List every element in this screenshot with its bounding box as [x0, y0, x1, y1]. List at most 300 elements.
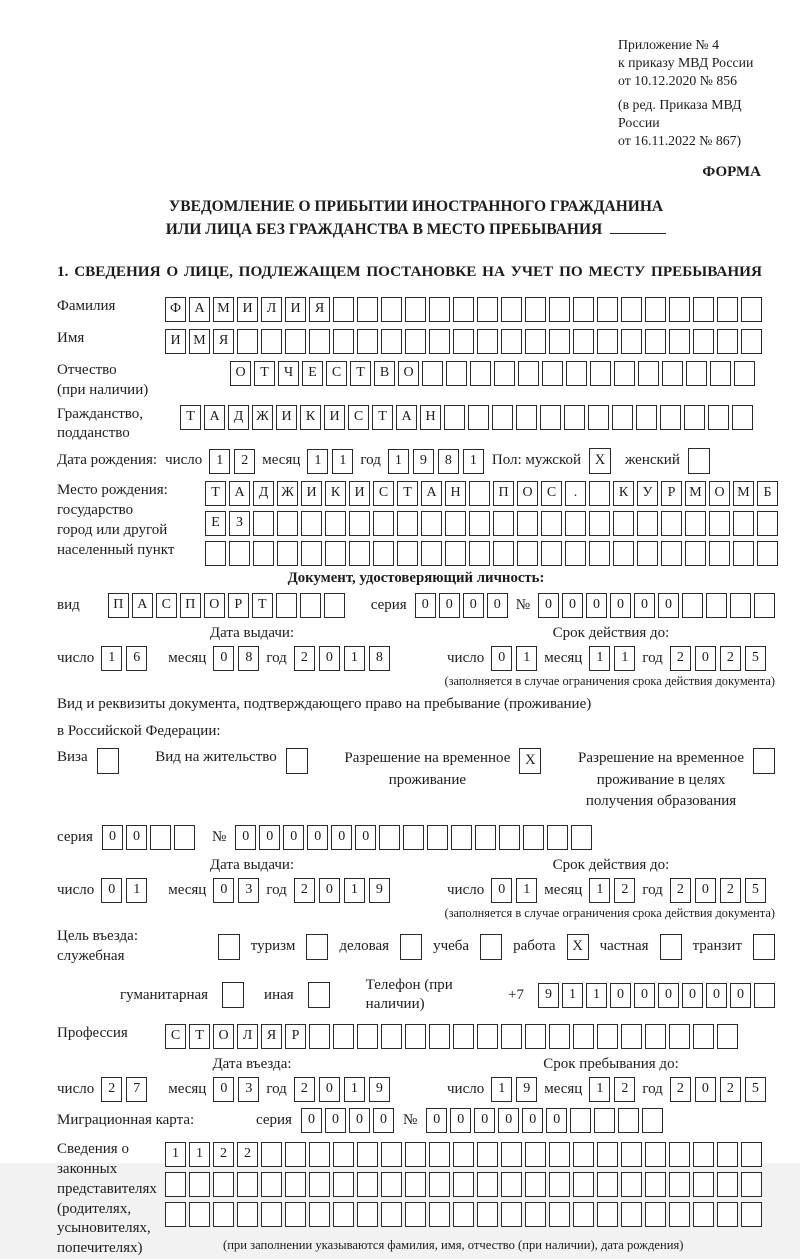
form-cell[interactable]: 0	[522, 1108, 543, 1133]
form-cell[interactable]: 6	[126, 646, 147, 671]
form-cell[interactable]: 0	[682, 983, 703, 1008]
form-cell[interactable]	[636, 405, 657, 430]
form-cell[interactable]: С	[156, 593, 177, 618]
form-cell[interactable]	[429, 1172, 450, 1197]
form-cell[interactable]	[501, 329, 522, 354]
form-cell[interactable]: 1	[614, 646, 635, 671]
form-cell[interactable]	[477, 297, 498, 322]
purpose-official-checkbox[interactable]	[218, 934, 240, 960]
form-cell[interactable]	[732, 405, 753, 430]
option-temp-residence-education-checkbox[interactable]	[753, 748, 775, 774]
form-cell[interactable]	[549, 1142, 570, 1167]
form-cell[interactable]	[517, 541, 538, 566]
form-cell[interactable]: 1	[589, 878, 610, 903]
form-cell[interactable]	[301, 511, 322, 536]
form-cell[interactable]	[477, 1024, 498, 1049]
form-cell[interactable]: 2	[234, 449, 255, 474]
form-cell[interactable]: 9	[538, 983, 559, 1008]
option-visa-checkbox[interactable]	[97, 748, 119, 774]
form-cell[interactable]	[525, 1172, 546, 1197]
form-cell[interactable]	[669, 329, 690, 354]
form-cell[interactable]: О	[398, 361, 419, 386]
form-cell[interactable]	[445, 511, 466, 536]
form-cell[interactable]: Т	[205, 481, 226, 506]
form-cell[interactable]: И	[165, 329, 186, 354]
purpose-transit-checkbox[interactable]	[753, 934, 775, 960]
form-cell[interactable]	[525, 297, 546, 322]
form-cell[interactable]: 0	[706, 983, 727, 1008]
form-cell[interactable]	[381, 297, 402, 322]
option-temp-residence-checkbox[interactable]: X	[519, 748, 541, 774]
purpose-business-checkbox[interactable]	[400, 934, 422, 960]
form-cell[interactable]	[397, 511, 418, 536]
form-cell[interactable]: 0	[102, 825, 123, 850]
form-cell[interactable]: 1	[463, 449, 484, 474]
form-cell[interactable]: 1	[344, 646, 365, 671]
form-cell[interactable]	[357, 329, 378, 354]
form-cell[interactable]	[621, 1172, 642, 1197]
form-cell[interactable]: 0	[463, 593, 484, 618]
form-cell[interactable]	[309, 1142, 330, 1167]
form-cell[interactable]: 1	[586, 983, 607, 1008]
form-cell[interactable]	[730, 593, 751, 618]
purpose-work-checkbox[interactable]: X	[567, 934, 589, 960]
form-cell[interactable]: 2	[294, 878, 315, 903]
form-cell[interactable]	[565, 541, 586, 566]
form-cell[interactable]	[333, 1172, 354, 1197]
form-cell[interactable]	[469, 511, 490, 536]
form-cell[interactable]: 0	[307, 825, 328, 850]
form-cell[interactable]	[381, 1172, 402, 1197]
form-cell[interactable]	[573, 297, 594, 322]
form-cell[interactable]	[277, 511, 298, 536]
form-cell[interactable]	[501, 1024, 522, 1049]
form-cell[interactable]: А	[204, 405, 225, 430]
form-cell[interactable]	[501, 1142, 522, 1167]
purpose-other-checkbox[interactable]	[308, 982, 330, 1008]
form-cell[interactable]	[429, 1202, 450, 1227]
form-cell[interactable]	[174, 825, 195, 850]
form-cell[interactable]	[613, 541, 634, 566]
form-cell[interactable]	[686, 361, 707, 386]
form-cell[interactable]: 0	[538, 593, 559, 618]
form-cell[interactable]	[709, 511, 730, 536]
form-cell[interactable]: 1	[516, 878, 537, 903]
form-cell[interactable]: 1	[189, 1142, 210, 1167]
form-cell[interactable]	[621, 1024, 642, 1049]
form-cell[interactable]: Н	[445, 481, 466, 506]
form-cell[interactable]	[494, 361, 515, 386]
form-cell[interactable]	[333, 1202, 354, 1227]
form-cell[interactable]: 0	[610, 983, 631, 1008]
form-cell[interactable]	[373, 541, 394, 566]
purpose-study-checkbox[interactable]	[480, 934, 502, 960]
form-cell[interactable]	[589, 481, 610, 506]
form-cell[interactable]	[421, 541, 442, 566]
form-cell[interactable]: О	[517, 481, 538, 506]
form-cell[interactable]: О	[230, 361, 251, 386]
form-cell[interactable]: К	[300, 405, 321, 430]
form-cell[interactable]: 9	[413, 449, 434, 474]
form-cell[interactable]	[523, 825, 544, 850]
form-cell[interactable]: 0	[439, 593, 460, 618]
form-cell[interactable]	[684, 405, 705, 430]
form-cell[interactable]: 9	[516, 1077, 537, 1102]
form-cell[interactable]	[525, 1202, 546, 1227]
form-cell[interactable]	[453, 297, 474, 322]
form-cell[interactable]	[645, 297, 666, 322]
form-cell[interactable]: Ч	[278, 361, 299, 386]
form-cell[interactable]	[645, 1202, 666, 1227]
form-cell[interactable]	[261, 1142, 282, 1167]
form-cell[interactable]	[501, 1172, 522, 1197]
form-cell[interactable]: Р	[228, 593, 249, 618]
form-cell[interactable]	[325, 541, 346, 566]
form-cell[interactable]: 1	[209, 449, 230, 474]
form-cell[interactable]: 2	[670, 1077, 691, 1102]
form-cell[interactable]	[621, 297, 642, 322]
form-cell[interactable]: 8	[238, 646, 259, 671]
form-cell[interactable]	[309, 1024, 330, 1049]
form-cell[interactable]: 0	[695, 1077, 716, 1102]
form-cell[interactable]	[451, 825, 472, 850]
form-cell[interactable]	[733, 541, 754, 566]
form-cell[interactable]	[397, 541, 418, 566]
form-cell[interactable]: 0	[283, 825, 304, 850]
sex-male-checkbox[interactable]: X	[589, 448, 611, 474]
form-cell[interactable]	[285, 1172, 306, 1197]
form-cell[interactable]	[645, 1024, 666, 1049]
form-cell[interactable]	[706, 593, 727, 618]
form-cell[interactable]	[693, 1024, 714, 1049]
form-cell[interactable]	[349, 511, 370, 536]
form-cell[interactable]: Н	[420, 405, 441, 430]
form-cell[interactable]	[541, 541, 562, 566]
form-cell[interactable]: 0	[695, 646, 716, 671]
form-cell[interactable]	[453, 1172, 474, 1197]
form-cell[interactable]	[333, 1142, 354, 1167]
purpose-humanitarian-checkbox[interactable]	[222, 982, 244, 1008]
form-cell[interactable]	[261, 1202, 282, 1227]
form-cell[interactable]: 0	[498, 1108, 519, 1133]
form-cell[interactable]: 0	[658, 593, 679, 618]
form-cell[interactable]: 0	[319, 1077, 340, 1102]
form-cell[interactable]: О	[213, 1024, 234, 1049]
form-cell[interactable]: Я	[213, 329, 234, 354]
form-cell[interactable]	[403, 825, 424, 850]
form-cell[interactable]: 0	[634, 593, 655, 618]
form-cell[interactable]: 1	[344, 878, 365, 903]
form-cell[interactable]: 0	[610, 593, 631, 618]
form-cell[interactable]	[540, 405, 561, 430]
form-cell[interactable]: Т	[350, 361, 371, 386]
form-cell[interactable]	[285, 329, 306, 354]
form-cell[interactable]	[594, 1108, 615, 1133]
form-cell[interactable]: К	[325, 481, 346, 506]
form-cell[interactable]	[477, 1142, 498, 1167]
form-cell[interactable]: 8	[369, 646, 390, 671]
form-cell[interactable]: Ф	[165, 297, 186, 322]
form-cell[interactable]	[421, 511, 442, 536]
form-cell[interactable]: И	[324, 405, 345, 430]
form-cell[interactable]	[708, 405, 729, 430]
form-cell[interactable]: 1	[165, 1142, 186, 1167]
form-cell[interactable]	[597, 1172, 618, 1197]
form-cell[interactable]: 0	[415, 593, 436, 618]
form-cell[interactable]	[564, 405, 585, 430]
form-cell[interactable]	[717, 1202, 738, 1227]
form-cell[interactable]	[682, 593, 703, 618]
form-cell[interactable]: 9	[369, 1077, 390, 1102]
form-cell[interactable]: 1	[344, 1077, 365, 1102]
form-cell[interactable]	[237, 329, 258, 354]
form-cell[interactable]	[645, 1172, 666, 1197]
form-cell[interactable]: 7	[126, 1077, 147, 1102]
form-cell[interactable]	[525, 329, 546, 354]
form-cell[interactable]	[165, 1202, 186, 1227]
form-cell[interactable]	[717, 1142, 738, 1167]
form-cell[interactable]	[549, 329, 570, 354]
form-cell[interactable]	[597, 1024, 618, 1049]
form-cell[interactable]: 0	[491, 646, 512, 671]
form-cell[interactable]: 0	[634, 983, 655, 1008]
form-cell[interactable]	[429, 1024, 450, 1049]
form-cell[interactable]	[333, 1024, 354, 1049]
form-cell[interactable]: 2	[720, 1077, 741, 1102]
form-cell[interactable]	[549, 1024, 570, 1049]
form-cell[interactable]	[493, 511, 514, 536]
form-cell[interactable]	[570, 1108, 591, 1133]
form-cell[interactable]: Я	[261, 1024, 282, 1049]
form-cell[interactable]	[422, 361, 443, 386]
form-cell[interactable]	[693, 297, 714, 322]
form-cell[interactable]: 2	[294, 646, 315, 671]
form-cell[interactable]: С	[326, 361, 347, 386]
form-cell[interactable]	[597, 297, 618, 322]
form-cell[interactable]: М	[213, 297, 234, 322]
form-cell[interactable]: А	[132, 593, 153, 618]
form-cell[interactable]	[470, 361, 491, 386]
form-cell[interactable]	[205, 541, 226, 566]
purpose-tourism-checkbox[interactable]	[306, 934, 328, 960]
form-cell[interactable]	[357, 1172, 378, 1197]
form-cell[interactable]: 2	[614, 878, 635, 903]
form-cell[interactable]	[669, 297, 690, 322]
form-cell[interactable]	[309, 329, 330, 354]
form-cell[interactable]	[253, 511, 274, 536]
form-cell[interactable]: 0	[474, 1108, 495, 1133]
form-cell[interactable]	[525, 1142, 546, 1167]
form-cell[interactable]: 1	[516, 646, 537, 671]
form-cell[interactable]	[669, 1202, 690, 1227]
form-cell[interactable]: 2	[213, 1142, 234, 1167]
form-cell[interactable]: Т	[189, 1024, 210, 1049]
form-cell[interactable]	[573, 1202, 594, 1227]
form-cell[interactable]: Д	[228, 405, 249, 430]
form-cell[interactable]	[542, 361, 563, 386]
form-cell[interactable]: Д	[253, 481, 274, 506]
form-cell[interactable]	[518, 361, 539, 386]
form-cell[interactable]: С	[348, 405, 369, 430]
form-cell[interactable]	[741, 1202, 762, 1227]
form-cell[interactable]: П	[493, 481, 514, 506]
form-cell[interactable]: 0	[487, 593, 508, 618]
form-cell[interactable]	[612, 405, 633, 430]
form-cell[interactable]: Т	[180, 405, 201, 430]
form-cell[interactable]	[590, 361, 611, 386]
form-cell[interactable]	[253, 541, 274, 566]
form-cell[interactable]	[405, 1172, 426, 1197]
form-cell[interactable]	[693, 1142, 714, 1167]
form-cell[interactable]: 0	[213, 878, 234, 903]
form-cell[interactable]	[405, 1024, 426, 1049]
form-cell[interactable]: 0	[373, 1108, 394, 1133]
form-cell[interactable]: Л	[237, 1024, 258, 1049]
form-cell[interactable]: 3	[238, 1077, 259, 1102]
form-cell[interactable]: М	[733, 481, 754, 506]
purpose-private-checkbox[interactable]	[660, 934, 682, 960]
form-cell[interactable]	[741, 297, 762, 322]
form-cell[interactable]	[589, 511, 610, 536]
form-cell[interactable]: Л	[261, 297, 282, 322]
form-cell[interactable]	[642, 1108, 663, 1133]
form-cell[interactable]: 0	[349, 1108, 370, 1133]
form-cell[interactable]: 0	[319, 646, 340, 671]
form-cell[interactable]	[405, 1142, 426, 1167]
form-cell[interactable]	[405, 1202, 426, 1227]
form-cell[interactable]: 2	[720, 646, 741, 671]
form-cell[interactable]	[477, 1202, 498, 1227]
form-cell[interactable]	[565, 511, 586, 536]
form-cell[interactable]: З	[229, 511, 250, 536]
form-cell[interactable]: 0	[259, 825, 280, 850]
form-cell[interactable]	[477, 329, 498, 354]
form-cell[interactable]: 0	[235, 825, 256, 850]
form-cell[interactable]	[597, 1202, 618, 1227]
form-cell[interactable]	[213, 1172, 234, 1197]
form-cell[interactable]: 5	[745, 878, 766, 903]
form-cell[interactable]: 1	[589, 1077, 610, 1102]
form-cell[interactable]: Т	[372, 405, 393, 430]
form-cell[interactable]	[429, 1142, 450, 1167]
form-cell[interactable]	[709, 541, 730, 566]
form-cell[interactable]: 2	[101, 1077, 122, 1102]
form-cell[interactable]	[381, 1024, 402, 1049]
form-cell[interactable]: 0	[562, 593, 583, 618]
form-cell[interactable]	[150, 825, 171, 850]
form-cell[interactable]	[685, 541, 706, 566]
form-cell[interactable]	[571, 825, 592, 850]
form-cell[interactable]	[669, 1172, 690, 1197]
form-cell[interactable]	[229, 541, 250, 566]
form-cell[interactable]	[662, 361, 683, 386]
form-cell[interactable]: 1	[101, 646, 122, 671]
form-cell[interactable]	[475, 825, 496, 850]
form-cell[interactable]: 2	[294, 1077, 315, 1102]
form-cell[interactable]	[661, 541, 682, 566]
form-cell[interactable]	[717, 329, 738, 354]
form-cell[interactable]: И	[301, 481, 322, 506]
form-cell[interactable]: 1	[332, 449, 353, 474]
form-cell[interactable]	[741, 329, 762, 354]
form-cell[interactable]: 1	[562, 983, 583, 1008]
form-cell[interactable]	[525, 1024, 546, 1049]
form-cell[interactable]	[693, 1202, 714, 1227]
form-cell[interactable]: С	[373, 481, 394, 506]
form-cell[interactable]	[547, 825, 568, 850]
form-cell[interactable]: И	[237, 297, 258, 322]
form-cell[interactable]	[621, 1202, 642, 1227]
form-cell[interactable]: 1	[307, 449, 328, 474]
form-cell[interactable]: М	[685, 481, 706, 506]
form-cell[interactable]: 0	[325, 1108, 346, 1133]
form-cell[interactable]	[757, 511, 778, 536]
form-cell[interactable]	[637, 511, 658, 536]
form-cell[interactable]	[453, 1202, 474, 1227]
form-cell[interactable]	[285, 1142, 306, 1167]
form-cell[interactable]: У	[637, 481, 658, 506]
form-cell[interactable]	[710, 361, 731, 386]
form-cell[interactable]	[277, 541, 298, 566]
form-cell[interactable]: 0	[101, 878, 122, 903]
form-cell[interactable]: Т	[397, 481, 418, 506]
form-cell[interactable]	[492, 405, 513, 430]
form-cell[interactable]	[333, 329, 354, 354]
form-cell[interactable]	[405, 297, 426, 322]
form-cell[interactable]	[685, 511, 706, 536]
form-cell[interactable]: Р	[285, 1024, 306, 1049]
form-cell[interactable]	[381, 1202, 402, 1227]
form-cell[interactable]	[261, 1172, 282, 1197]
form-cell[interactable]	[453, 1142, 474, 1167]
form-cell[interactable]	[573, 329, 594, 354]
form-cell[interactable]	[693, 329, 714, 354]
form-cell[interactable]	[517, 511, 538, 536]
form-cell[interactable]: 5	[745, 1077, 766, 1102]
sex-female-checkbox[interactable]	[688, 448, 710, 474]
form-cell[interactable]	[669, 1024, 690, 1049]
form-cell[interactable]	[618, 1108, 639, 1133]
form-cell[interactable]	[445, 541, 466, 566]
form-cell[interactable]	[499, 825, 520, 850]
form-cell[interactable]	[669, 1142, 690, 1167]
form-cell[interactable]	[477, 1172, 498, 1197]
form-cell[interactable]	[717, 1024, 738, 1049]
form-cell[interactable]	[427, 825, 448, 850]
form-cell[interactable]	[429, 329, 450, 354]
form-cell[interactable]	[637, 541, 658, 566]
form-cell[interactable]	[165, 1172, 186, 1197]
form-cell[interactable]	[717, 297, 738, 322]
form-cell[interactable]	[597, 329, 618, 354]
form-cell[interactable]: 0	[301, 1108, 322, 1133]
form-cell[interactable]	[693, 1172, 714, 1197]
form-cell[interactable]: М	[189, 329, 210, 354]
form-cell[interactable]: Ж	[277, 481, 298, 506]
form-cell[interactable]: 2	[614, 1077, 635, 1102]
form-cell[interactable]: А	[229, 481, 250, 506]
form-cell[interactable]	[468, 405, 489, 430]
form-cell[interactable]	[357, 1202, 378, 1227]
form-cell[interactable]	[566, 361, 587, 386]
form-cell[interactable]: К	[613, 481, 634, 506]
form-cell[interactable]	[300, 593, 321, 618]
form-cell[interactable]	[493, 541, 514, 566]
form-cell[interactable]: 1	[388, 449, 409, 474]
form-cell[interactable]	[621, 329, 642, 354]
form-cell[interactable]: Я	[309, 297, 330, 322]
form-cell[interactable]	[757, 541, 778, 566]
